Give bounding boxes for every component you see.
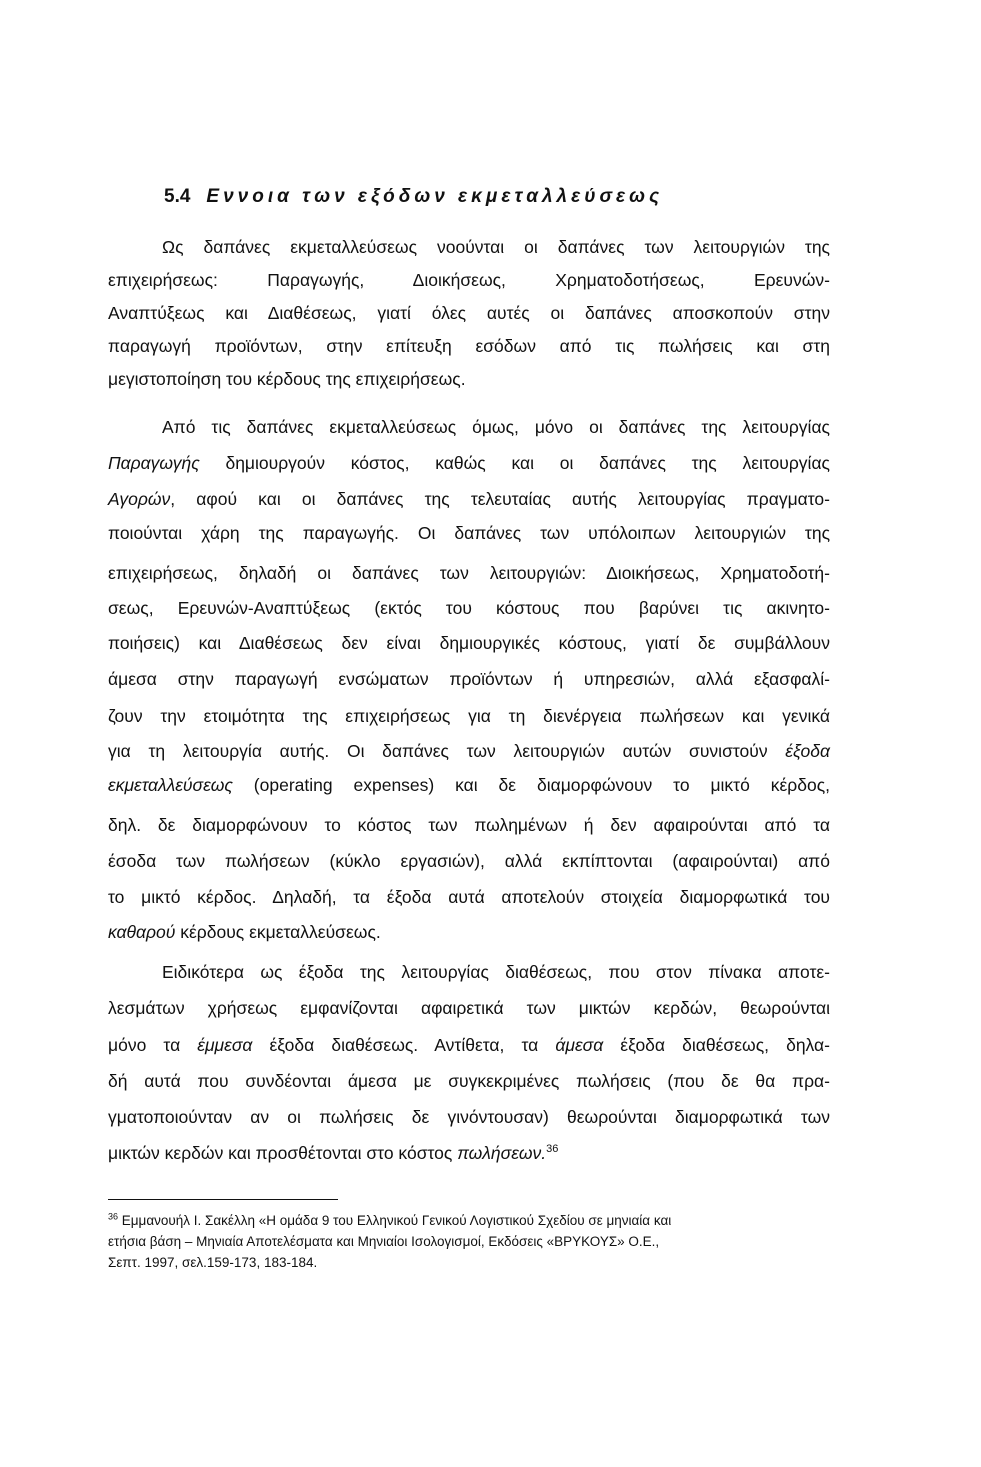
footnote-divider bbox=[108, 1199, 338, 1200]
paragraph-1-line-4: παραγωγή προϊόντων, στην επίτευξη εσόδων από τις πωλήσεις και στη bbox=[108, 336, 830, 356]
paragraph-2-line-6: σεως, Ερευνών-Αναπτύξεως (εκτός του κόστους που βαρύνει τις ακινητο- bbox=[108, 598, 830, 618]
paragraph-1-line-2: επιχειρήσεως: Παραγωγής, Διοικήσεως, Χρηματοδοτήσεως, Ερευνών- bbox=[108, 270, 830, 290]
italic-term: Αγορών bbox=[108, 489, 171, 509]
footnote-line-1: $^{36}$ Εμμανουήλ Ι. Σακέλλη «Η ομάδα 9 του Ελληνικού Γενικού Λογιστικού Σχεδίου σε μηνιαία και bbox=[108, 1211, 672, 1228]
paragraph-3-line-1: Ειδικότερα ως έξοδα της λειτουργίας διαθέσεως, που στον πίνακα αποτε- bbox=[162, 962, 830, 982]
italic-term: εκμεταλλεύσεως bbox=[108, 775, 233, 795]
section-title: Εννοια των εξόδων εκμεταλλεύσεως bbox=[206, 186, 664, 207]
paragraph-2-line-5: επιχειρήσεως, δηλαδή οι δαπάνες των λειτουργιών: Διοικήσεως, Χρηματοδοτή- bbox=[108, 563, 830, 583]
section-number: 5.4 bbox=[164, 186, 191, 207]
paragraph-2-line-9: ζουν την ετοιμότητα της επιχειρήσεως για τη διενέργεια πωλήσεων και γενικά bbox=[108, 706, 830, 726]
paragraph-3-line-6: μικτών κερδών και προσθέτονται στο κόστος πωλήσεων.$^{36}$ bbox=[108, 1143, 559, 1163]
footnote-number: 36 bbox=[108, 1211, 119, 1222]
paragraph-3-line-3: μόνο τα έμμεσα έξοδα διαθέσεως. Αντίθετα, τα άμεσα έξοδα διαθέσεως, δηλα- bbox=[108, 1035, 830, 1055]
paragraph-3-line-4: δή αυτά που συνδέονται άμεσα με συγκεκριμένες πωλήσεις (που δε θα πρα- bbox=[108, 1071, 830, 1091]
italic-term: καθαρού bbox=[108, 922, 176, 942]
italic-term: έμμεσα bbox=[197, 1035, 253, 1055]
paragraph-2-line-13: έσοδα των πωλήσεων (κύκλο εργασιών), αλλά εκπίπτονται (αφαιρούνται) από bbox=[108, 851, 830, 871]
footnote-reference: 36 bbox=[546, 1143, 559, 1156]
section-heading bbox=[164, 186, 663, 208]
paragraph-2-line-14: το μικτό κέρδος. Δηλαδή, τα έξοδα αυτά αποτελούν στοιχεία διαμορφωτικά του bbox=[108, 887, 830, 907]
paragraph-1-line-5: μεγιστοποίηση του κέρδους της επιχειρήσεως. bbox=[108, 369, 466, 389]
paragraph-3-line-5: γματοποιούνταν αν οι πωλήσεις δε γινόντουσαν) θεωρούνται διαμορφωτικά των bbox=[108, 1107, 830, 1127]
paragraph-2-line-8: άμεσα στην παραγωγή ενσώματων προϊόντων ή υπηρεσιών, αλλά εξασφαλί- bbox=[108, 669, 830, 689]
paragraph-2-line-12: δηλ. δε διαμορφώνουν το κόστος των πωλημένων ή δεν αφαιρούνται από τα bbox=[108, 815, 830, 835]
italic-term: έξοδα bbox=[785, 741, 830, 761]
paragraph-2-line-3: Αγορών, αφού και οι δαπάνες της τελευταίας αυτής λειτουργίας πραγματο- bbox=[108, 489, 830, 509]
paragraph-2-line-10: για τη λειτουργία αυτής. Οι δαπάνες των λειτουργιών αυτών συνιστούν έξοδα bbox=[108, 741, 830, 761]
paragraph-1-line-3: Αναπτύξεως και Διαθέσεως, γιατί όλες αυτές οι δαπάνες αποσκοπούν στην bbox=[108, 303, 830, 323]
paragraph-2-line-15: καθαρού κέρδους εκμεταλλεύσεως. bbox=[108, 922, 381, 942]
italic-term: πωλήσεων. bbox=[457, 1143, 547, 1163]
paragraph-2-line-4: ποιούνται χάρη της παραγωγής. Οι δαπάνες των υπόλοιπων λειτουργιών της bbox=[108, 523, 830, 543]
paragraph-3-line-2: λεσμάτων χρήσεως εμφανίζονται αφαιρετικά των μικτών κερδών, θεωρούνται bbox=[108, 998, 830, 1018]
paragraph-2-line-7: ποιήσεις) και Διαθέσεως δεν είναι δημιουργικές κόστους, γιατί δε συμβάλλουν bbox=[108, 633, 830, 653]
paragraph-2-line-2: Παραγωγής δημιουργούν κόστος, καθώς και οι δαπάνες της λειτουργίας bbox=[108, 453, 830, 473]
italic-term: Παραγωγής bbox=[108, 453, 200, 473]
italic-term: άμεσα bbox=[555, 1035, 604, 1055]
paragraph-1-line-1: Ως δαπάνες εκμεταλλεύσεως νοούνται οι δαπάνες των λειτουργιών της bbox=[162, 237, 830, 257]
paragraph-2-line-11: εκμεταλλεύσεως (operating expenses) και δε διαμορφώνουν το μικτό κέρδος, bbox=[108, 775, 830, 795]
paragraph-2-line-1: Από τις δαπάνες εκμεταλλεύσεως όμως, μόνο οι δαπάνες της λειτουργίας bbox=[162, 417, 830, 437]
footnote-line-2: ετήσια βάση – Μηνιαία Αποτελέσματα και Μηνιαίοι Ισολογισμοί, Εκδόσεις «ΒΡΥΚΟΥΣ» Ο.Ε., bbox=[108, 1234, 660, 1249]
footnote-line-3: Σεπτ. 1997, σελ.159-173, 183-184. bbox=[108, 1255, 318, 1270]
